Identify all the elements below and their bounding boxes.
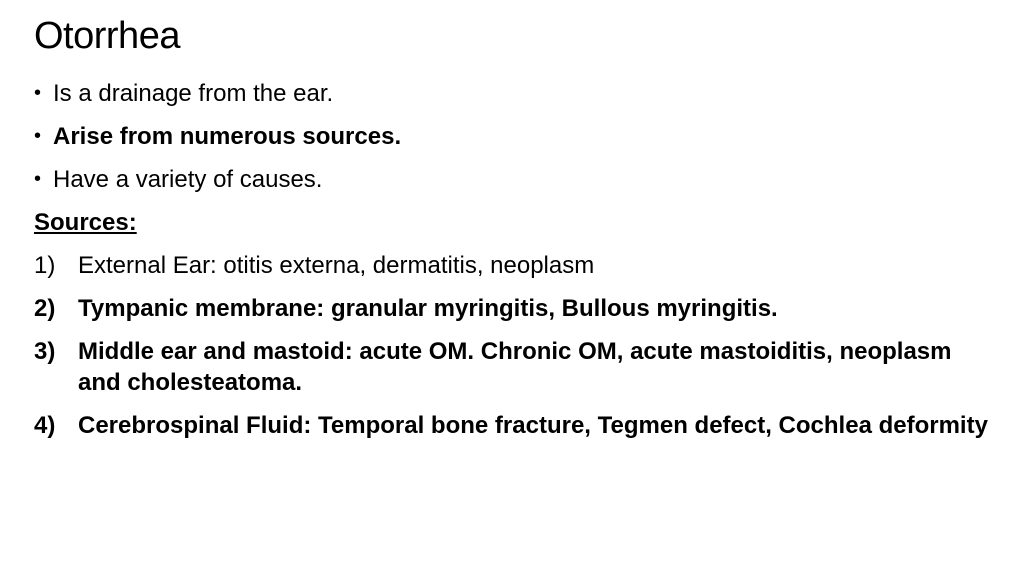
numbered-text: External Ear: otitis externa, dermatitis, neoplasm [78, 252, 595, 279]
bullet-marker: • [34, 125, 42, 147]
bullet-marker: • [34, 82, 42, 104]
bullet-text: Have a variety of causes. [53, 166, 323, 193]
numbered-marker: 1) [34, 252, 56, 279]
numbered-text: Middle ear and mastoid: acute OM. Chronic OM, acute mastoiditis, neoplasm and cholesteatoma. [78, 338, 952, 396]
slide-content [34, 78, 994, 453]
slide-title: Otorrhea [34, 15, 180, 57]
bullet-item [34, 78, 994, 109]
numbered-item [34, 250, 994, 281]
numbered-item [34, 410, 994, 441]
numbered-marker: 3) [34, 338, 56, 365]
numbered-marker: 4) [34, 412, 56, 439]
bullet-marker: • [34, 168, 42, 190]
numbered-item [34, 336, 994, 398]
numbered-item [34, 293, 994, 324]
sources-heading: Sources: [34, 209, 137, 236]
numbered-text: Tympanic membrane: granular myringitis, Bullous myringitis. [78, 295, 778, 322]
numbered-marker: 2) [34, 295, 56, 322]
bullet-text: Arise from numerous sources. [53, 123, 402, 150]
bullet-item [34, 164, 994, 195]
bullet-item [34, 121, 994, 152]
numbered-text: Cerebrospinal Fluid: Temporal bone fracture, Tegmen defect, Cochlea deformity [78, 412, 988, 439]
bullet-text: Is a drainage from the ear. [53, 80, 334, 107]
